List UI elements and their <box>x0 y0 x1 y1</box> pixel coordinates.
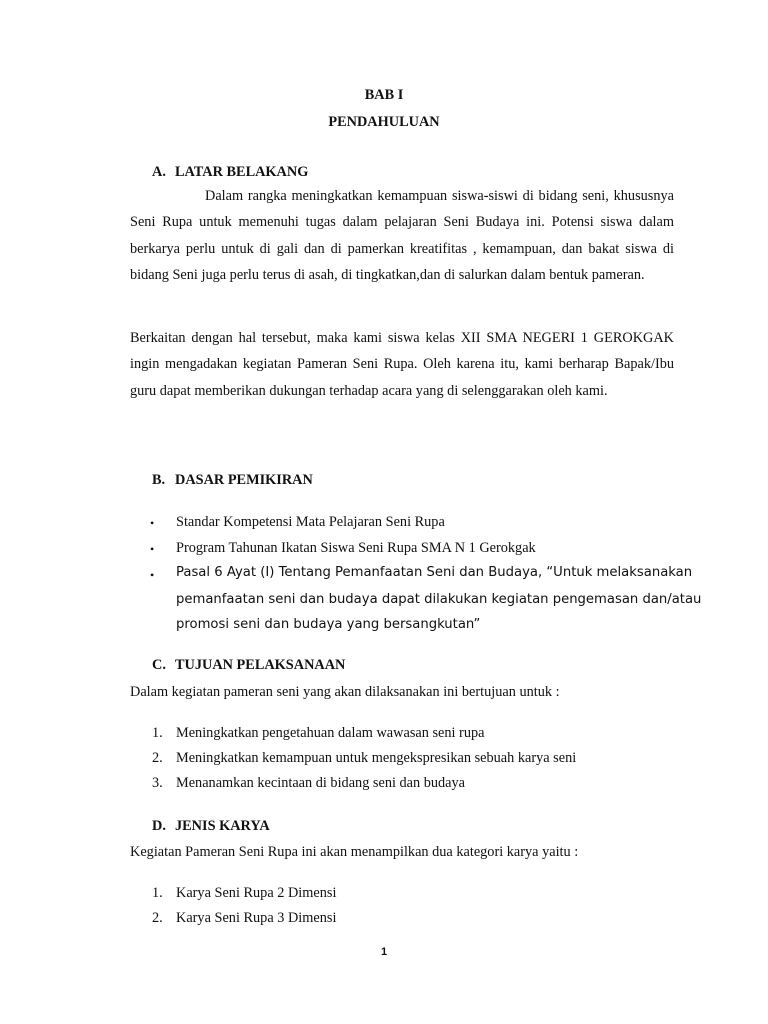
list-item: Standar Kompetensi Mata Pelajaran Seni Rupa <box>176 514 445 530</box>
bullet-marker: • <box>150 568 155 582</box>
list-item: Karya Seni Rupa 3 Dimensi <box>176 910 337 926</box>
section-title: DASAR PEMIKIRAN <box>175 472 313 488</box>
section-d-intro: Kegiatan Pameran Seni Rupa ini akan menampilkan dua kategori karya yaitu : <box>130 844 579 860</box>
section-c-intro: Dalam kegiatan pameran seni yang akan dilaksanakan ini bertujuan untuk : <box>130 684 560 700</box>
list-number: 1. <box>152 885 163 901</box>
list-number: 2. <box>152 750 163 766</box>
chapter-title: BAB I <box>364 87 404 103</box>
section-b-heading <box>152 472 313 489</box>
list-item: Menanamkan kecintaan di bidang seni dan budaya <box>176 775 466 791</box>
section-title: TUJUAN PELAKSANAAN <box>175 657 346 673</box>
list-item: Meningkatkan pengetahuan dalam wawasan seni rupa <box>176 725 485 741</box>
section-a-paragraph-2 <box>130 325 674 404</box>
list-number: 3. <box>152 775 163 791</box>
bullet-marker: • <box>150 542 155 556</box>
section-letter: D. <box>152 818 166 834</box>
bullet-marker: • <box>150 516 155 530</box>
section-letter: C. <box>152 657 166 673</box>
section-d-heading <box>152 818 270 835</box>
page-number: 1 <box>380 946 388 958</box>
section-letter: A. <box>152 164 166 180</box>
list-item-quote-line-1: Pasal 6 Ayat (I) Tentang Pemanfaatan Seni dan Budaya, “Untuk melaksanakan <box>176 565 693 580</box>
paragraph-text: Dalam rangka meningkatkan kemampuan siswa-siswi di bidang seni, khususnya Seni Rupa untuk memenuhi tugas dalam pelajaran Seni Budaya ini. Potensi siswa dalam berkarya perlu untuk di gali dan di pamerkan kreatifitas , kemampuan, dan bakat siswa di bidang Seni juga perlu terus di asah, di tingkatkan,dan di salurkan dalam bentuk pameran. <box>130 188 674 283</box>
section-letter: B. <box>152 472 166 488</box>
list-item: Program Tahunan Ikatan Siswa Seni Rupa SMA N 1 Gerokgak <box>176 540 536 556</box>
list-item-quote-line-3: promosi seni dan budaya yang bersangkutan” <box>176 617 481 632</box>
list-item: Meningkatkan kemampuan untuk mengekspresikan sebuah karya seni <box>176 750 577 766</box>
paragraph-text: Berkaitan dengan hal tersebut, maka kami siswa kelas XII SMA NEGERI 1 GEROKGAK ingin mengadakan kegiatan Pameran Seni Rupa. Oleh karena itu, kami berharap Bapak/Ibu guru dapat memberikan dukungan terhadap acara yang di selenggarakan oleh kami. <box>130 330 674 399</box>
section-a-paragraph-1 <box>130 183 674 288</box>
section-c-heading <box>152 657 345 674</box>
section-title: JENIS KARYA <box>175 818 270 834</box>
list-number: 2. <box>152 910 163 926</box>
chapter-subtitle: PENDAHULUAN <box>328 114 440 130</box>
list-item-quote-line-2: pemanfaatan seni dan budaya dapat dilakukan kegiatan pengemasan dan/atau <box>176 592 702 607</box>
section-a-heading <box>152 164 308 181</box>
section-title: LATAR BELAKANG <box>175 164 309 180</box>
list-number: 1. <box>152 725 163 741</box>
list-item: Karya Seni Rupa 2 Dimensi <box>176 885 337 901</box>
